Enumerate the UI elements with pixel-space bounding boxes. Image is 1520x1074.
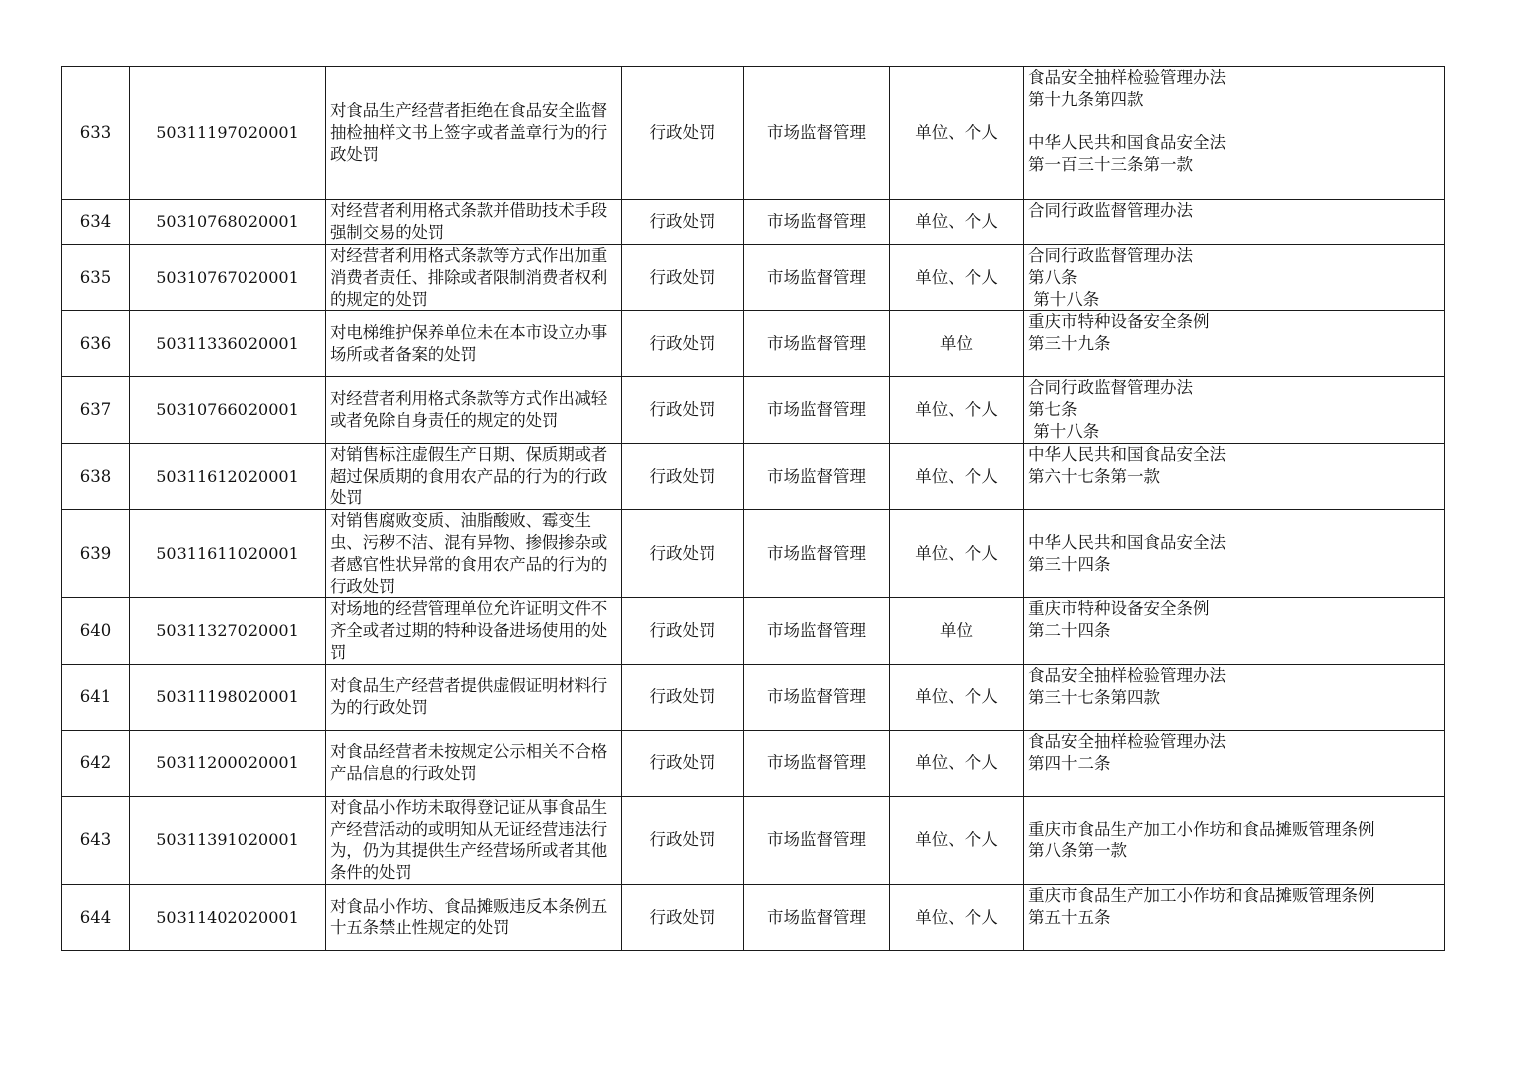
item-name: 对食品经营者未按规定公示相关不合格产品信息的行政处罚 <box>326 730 622 796</box>
row-number: 644 <box>62 884 130 950</box>
item-code: 50311197020001 <box>130 67 326 200</box>
legal-basis: 中华人民共和国食品安全法 第三十四条 <box>1024 510 1445 598</box>
target-subject: 单位、个人 <box>890 200 1024 245</box>
item-code: 50310768020001 <box>130 200 326 245</box>
management-field: 市场监督管理 <box>744 598 890 664</box>
row-number: 642 <box>62 730 130 796</box>
target-subject: 单位 <box>890 311 1024 377</box>
legal-basis: 重庆市特种设备安全条例 第二十四条 <box>1024 598 1445 664</box>
item-name: 对场地的经营管理单位允许证明文件不齐全或者过期的特种设备进场使用的处罚 <box>326 598 622 664</box>
table-row <box>62 796 1445 884</box>
item-name: 对销售腐败变质、油脂酸败、霉变生虫、污秽不洁、混有异物、掺假掺杂或者感官性状异常的食用农产品的行为的行政处罚 <box>326 510 622 598</box>
target-subject: 单位、个人 <box>890 664 1024 730</box>
item-code: 50311612020001 <box>130 443 326 509</box>
row-number: 633 <box>62 67 130 200</box>
power-type: 行政处罚 <box>622 245 744 311</box>
target-subject: 单位、个人 <box>890 884 1024 950</box>
power-type: 行政处罚 <box>622 730 744 796</box>
management-field: 市场监督管理 <box>744 443 890 509</box>
item-name: 对食品小作坊、食品摊贩违反本条例五十五条禁止性规定的处罚 <box>326 884 622 950</box>
item-name: 对食品生产经营者拒绝在食品安全监督抽检抽样文书上签字或者盖章行为的行政处罚 <box>326 67 622 200</box>
item-code: 50310766020001 <box>130 377 326 443</box>
target-subject: 单位、个人 <box>890 67 1024 200</box>
power-type: 行政处罚 <box>622 200 744 245</box>
item-code: 50311391020001 <box>130 796 326 884</box>
table-body <box>62 67 1445 951</box>
management-field: 市场监督管理 <box>744 796 890 884</box>
power-type: 行政处罚 <box>622 67 744 200</box>
row-number: 637 <box>62 377 130 443</box>
management-field: 市场监督管理 <box>744 245 890 311</box>
management-field: 市场监督管理 <box>744 664 890 730</box>
power-type: 行政处罚 <box>622 796 744 884</box>
management-field: 市场监督管理 <box>744 377 890 443</box>
item-code: 50311200020001 <box>130 730 326 796</box>
row-number: 639 <box>62 510 130 598</box>
legal-basis: 合同行政监督管理办法 第八条 第十八条 <box>1024 245 1445 311</box>
table-row <box>62 884 1445 950</box>
item-code: 50311402020001 <box>130 884 326 950</box>
management-field: 市场监督管理 <box>744 884 890 950</box>
table-row <box>62 664 1445 730</box>
legal-basis: 重庆市特种设备安全条例 第三十九条 <box>1024 311 1445 377</box>
target-subject: 单位、个人 <box>890 245 1024 311</box>
management-field: 市场监督管理 <box>744 311 890 377</box>
power-type: 行政处罚 <box>622 884 744 950</box>
legal-basis: 食品安全抽样检验管理办法 第三十七条第四款 <box>1024 664 1445 730</box>
row-number: 636 <box>62 311 130 377</box>
power-type: 行政处罚 <box>622 664 744 730</box>
item-name: 对电梯维护保养单位未在本市设立办事场所或者备案的处罚 <box>326 311 622 377</box>
legal-basis: 重庆市食品生产加工小作坊和食品摊贩管理条例 第五十五条 <box>1024 884 1445 950</box>
row-number: 640 <box>62 598 130 664</box>
records-table-container <box>61 66 1444 951</box>
power-type: 行政处罚 <box>622 443 744 509</box>
power-type: 行政处罚 <box>622 377 744 443</box>
item-code: 50311611020001 <box>130 510 326 598</box>
item-name: 对食品小作坊未取得登记证从事食品生产经营活动的或明知从无证经营违法行为，仍为其提供生产经营场所或者其他条件的处罚 <box>326 796 622 884</box>
table-row <box>62 245 1445 311</box>
item-code: 50311198020001 <box>130 664 326 730</box>
management-field: 市场监督管理 <box>744 67 890 200</box>
row-number: 643 <box>62 796 130 884</box>
table-row <box>62 730 1445 796</box>
item-name: 对经营者利用格式条款并借助技术手段强制交易的处罚 <box>326 200 622 245</box>
table-row <box>62 510 1445 598</box>
item-code: 50311327020001 <box>130 598 326 664</box>
item-name: 对经营者利用格式条款等方式作出加重消费者责任、排除或者限制消费者权利的规定的处罚 <box>326 245 622 311</box>
target-subject: 单位、个人 <box>890 377 1024 443</box>
target-subject: 单位、个人 <box>890 796 1024 884</box>
legal-basis: 重庆市食品生产加工小作坊和食品摊贩管理条例 第八条第一款 <box>1024 796 1445 884</box>
item-name: 对经营者利用格式条款等方式作出减轻或者免除自身责任的规定的处罚 <box>326 377 622 443</box>
management-field: 市场监督管理 <box>744 200 890 245</box>
legal-basis: 食品安全抽样检验管理办法 第四十二条 <box>1024 730 1445 796</box>
table-row <box>62 377 1445 443</box>
table-row <box>62 200 1445 245</box>
table-row <box>62 311 1445 377</box>
table-row <box>62 598 1445 664</box>
power-type: 行政处罚 <box>622 598 744 664</box>
item-name: 对食品生产经营者提供虚假证明材料行为的行政处罚 <box>326 664 622 730</box>
legal-basis: 中华人民共和国食品安全法 第六十七条第一款 <box>1024 443 1445 509</box>
item-name: 对销售标注虚假生产日期、保质期或者超过保质期的食用农产品的行为的行政处罚 <box>326 443 622 509</box>
legal-basis: 食品安全抽样检验管理办法 第十九条第四款 中华人民共和国食品安全法 第一百三十三条第一款 <box>1024 67 1445 200</box>
management-field: 市场监督管理 <box>744 510 890 598</box>
row-number: 634 <box>62 200 130 245</box>
target-subject: 单位 <box>890 598 1024 664</box>
power-type: 行政处罚 <box>622 510 744 598</box>
power-type: 行政处罚 <box>622 311 744 377</box>
target-subject: 单位、个人 <box>890 730 1024 796</box>
row-number: 635 <box>62 245 130 311</box>
administrative-penalty-table <box>61 66 1445 951</box>
item-code: 50311336020001 <box>130 311 326 377</box>
target-subject: 单位、个人 <box>890 443 1024 509</box>
legal-basis: 合同行政监督管理办法 第七条 第十八条 <box>1024 377 1445 443</box>
item-code: 50310767020001 <box>130 245 326 311</box>
row-number: 638 <box>62 443 130 509</box>
table-row <box>62 443 1445 509</box>
legal-basis: 合同行政监督管理办法 <box>1024 200 1445 245</box>
target-subject: 单位、个人 <box>890 510 1024 598</box>
table-row <box>62 67 1445 200</box>
management-field: 市场监督管理 <box>744 730 890 796</box>
row-number: 641 <box>62 664 130 730</box>
